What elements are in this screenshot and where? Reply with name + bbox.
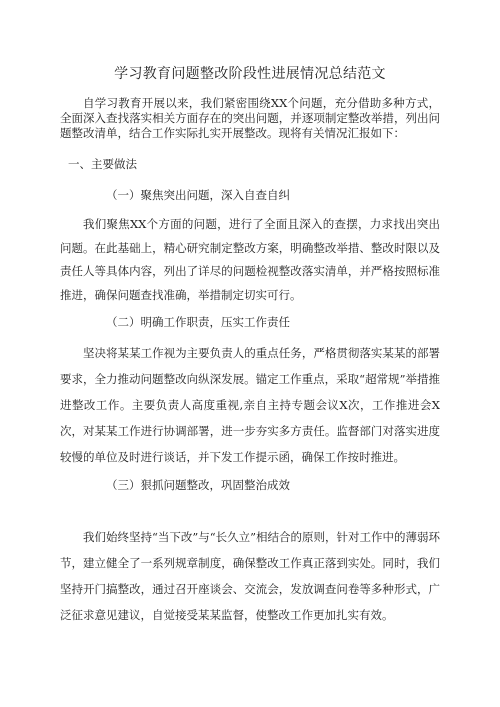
subsection-body-2: 坚决将某某工作视为主要负责人的重点任务，严格贯彻落实某某的部署要求，全力推动问题整改向纵深发展。锚定工作重点，采取“超常规”举措推进整改工作。主要负责人高度重视,亲自主持专题会议X次，工作推进会X次，对某某工作进行协调部署，进一步夯实多方责任。监督部门对落实进度较慢的单位及时进行谈话，并下发工作提示函，确保工作按时推进。 bbox=[60, 346, 440, 464]
intro-paragraph: 自学习教育开展以来，我们紧密围绕XX个问题，充分借助多种方式，全面深入查找落实相关方面存在的突出问题，并逐项制定整改举措，列出问题整改清单，结合工作实际扎实开展整改。现将有关情况汇报如下： bbox=[60, 96, 440, 140]
subsection-heading-3: （三）狠抓问题整改，巩固整治成效 bbox=[106, 478, 290, 492]
document-title: 学习教育问题整改阶段性进展情况总结范文 bbox=[114, 66, 386, 82]
subsection-heading-2: （二）明确工作职责，压实工作责任 bbox=[106, 315, 290, 329]
subsection-body-1: 我们聚焦XX个方面的问题，进行了全面且深入的查摆，力求找出突出问题。在此基础上，精心研究制定整改方案，明确整改举措、整改时限以及责任人等具体内容，列出了详尽的问题检视整改落实清单，并严格按照标准推进，确保问题查找准确，举措制定切实可行。 bbox=[60, 217, 440, 302]
section-heading-main-practices: 一、主要做法 bbox=[68, 157, 137, 171]
subsection-heading-1: （一）聚焦突出问题，深入自查自纠 bbox=[106, 188, 290, 202]
subsection-body-3: 我们始终坚持“当下改”与“长久立”相结合的原则，针对工作中的薄弱环节，建立健全了一系列规章制度，确保整改工作真正落到实处。同时，我们坚持开门搞整改，通过召开座谈会、交流会，发放调查问卷等多种形式，广泛征求意见建议，自觉接受某某监督，使整改工作更加扎实有效。 bbox=[60, 530, 441, 622]
